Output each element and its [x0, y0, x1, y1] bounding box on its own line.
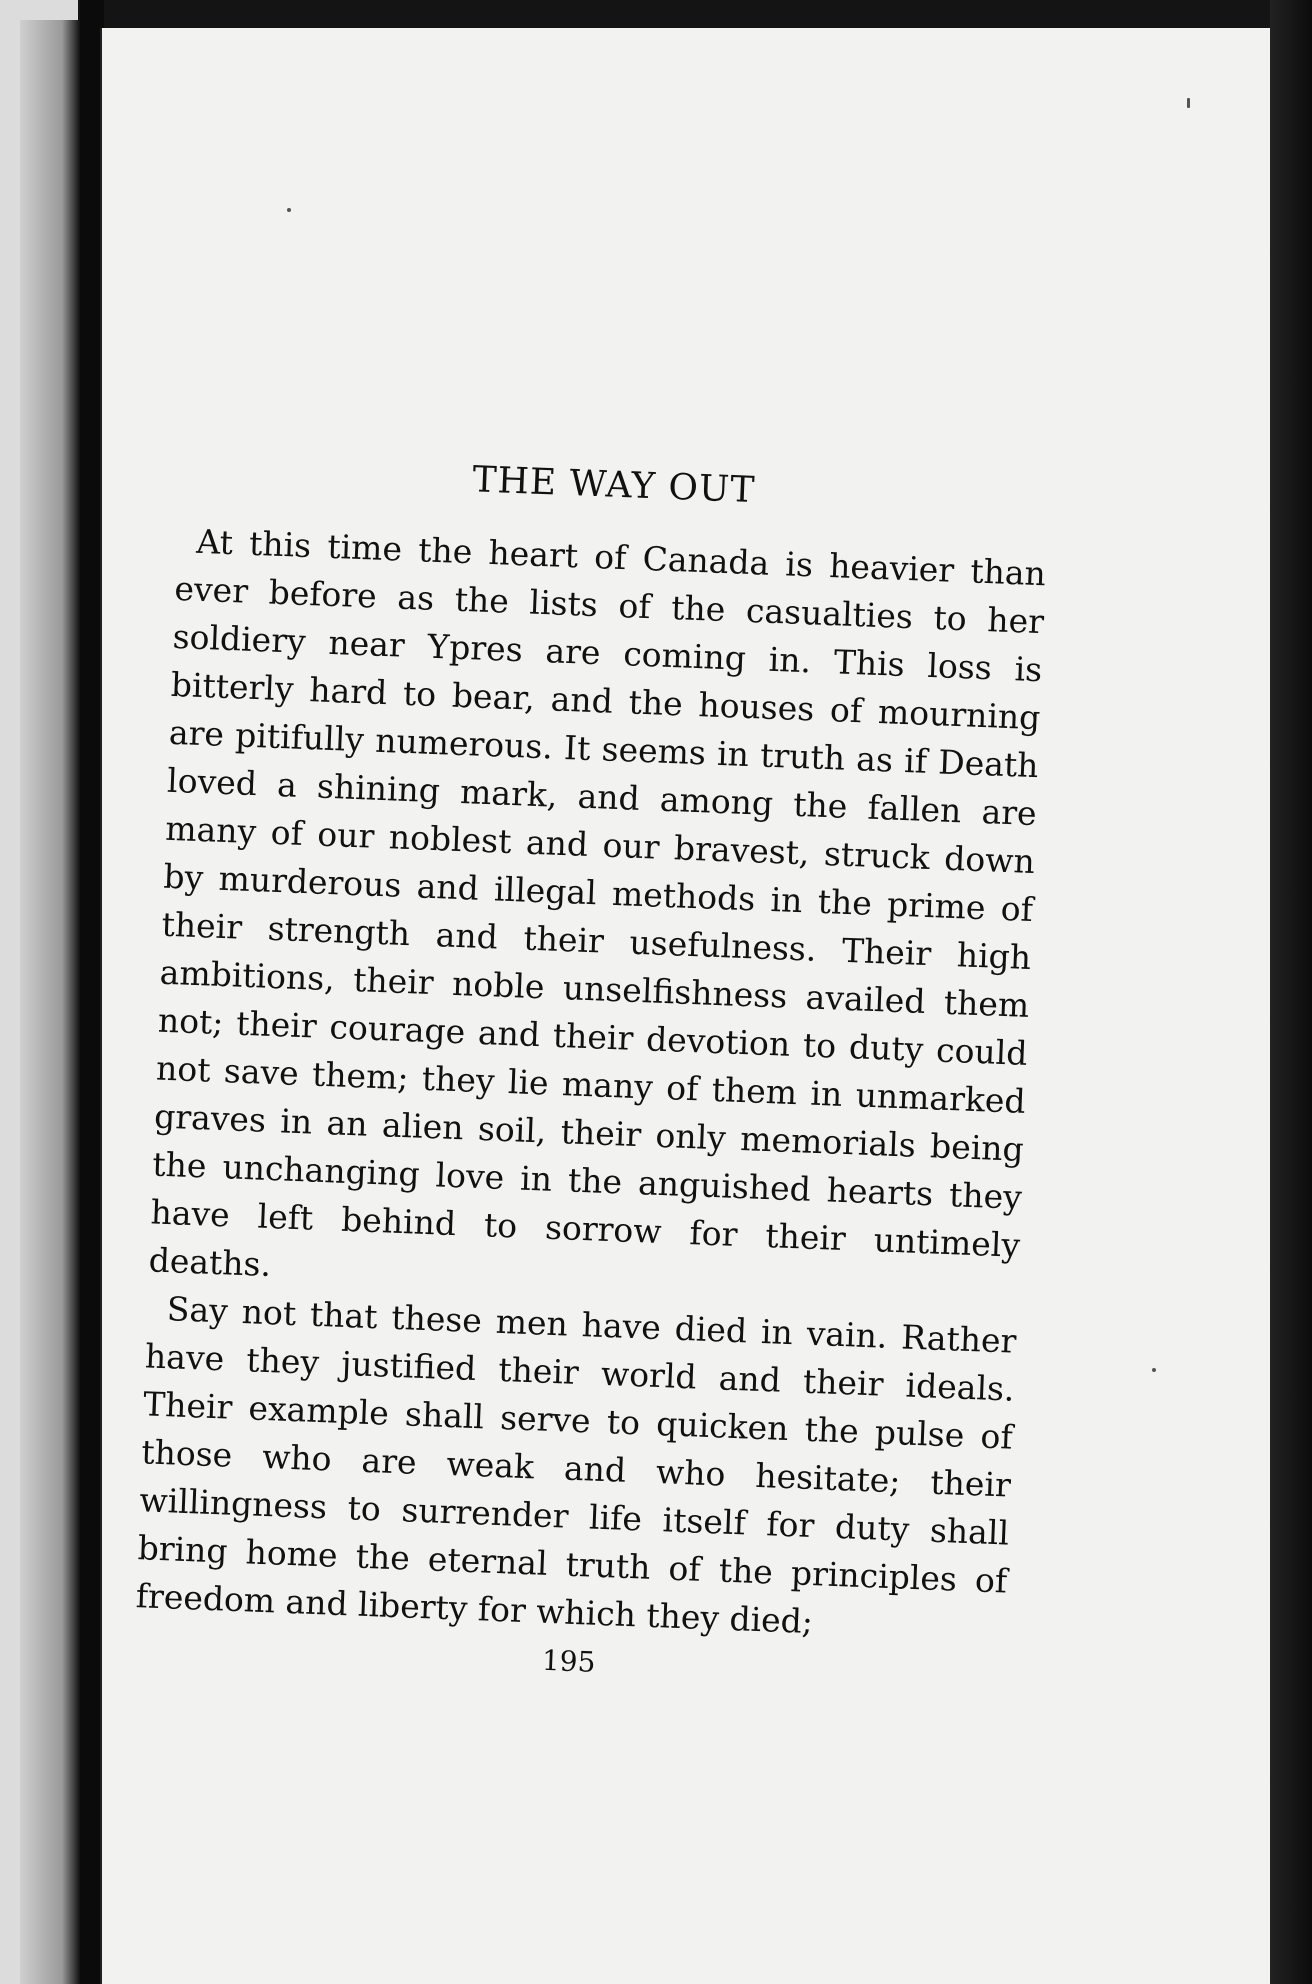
text-block [133, 448, 1049, 1695]
right-scan-border [1270, 0, 1312, 1984]
paragraph-2: Say not that these men have died in vain. Rather have they justified their world and their ideals. Their example shall serve to quicken the pulse of those who are weak and who hesitate; their willingness to surrender life itself for duty shall bring home the eternal truth of the principles of freedom and liberty for which they died; [135, 1289, 1018, 1642]
left-page-shadow [20, 20, 80, 1984]
chapter-title: THE WAY OUT [471, 459, 757, 512]
paragraph-1: At this time the heart of Canada is heavier than ever before as the lists of the casualties to her soldiery near Ypres are coming in. This loss is bitterly hard to bear, and the houses of mourning are pitifully numerous. It seems in truth as if Death loved a shining mark, and among the fallen are many of our noblest and our bravest, struck down by murderous and illegal methods in the prime of their strength and their usefulness. Their high ambitions, their noble unselfishness availed them not; their courage and their devotion to duty could not save them; they lie many of them in unmarked graves in an alien soil, their only memorials being the unchanging love in the anguished hearts they have left behind to sorrow for their untimely deaths. [148, 521, 1047, 1285]
dust-speck [287, 208, 291, 212]
page-number: 195 [541, 1643, 597, 1679]
dust-speck [1152, 1368, 1156, 1372]
dust-speck [1187, 98, 1190, 108]
